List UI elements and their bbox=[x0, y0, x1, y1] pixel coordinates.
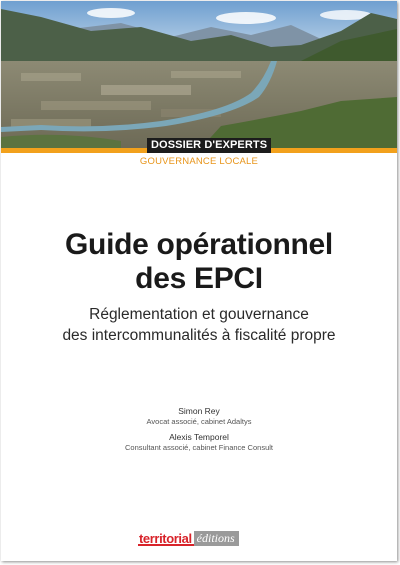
subtitle-line: Réglementation et gouvernance bbox=[89, 306, 309, 323]
cloud bbox=[87, 8, 135, 18]
book-title bbox=[1, 228, 397, 296]
author-role: Avocat associé, cabinet Adaltys bbox=[146, 417, 252, 426]
author-name: Simon Rey bbox=[178, 406, 220, 416]
subtitle-line: des intercommunalités à fiscalité propre bbox=[62, 327, 336, 344]
publisher-logo bbox=[138, 531, 239, 546]
title-line: des EPCI bbox=[135, 262, 263, 295]
cloud bbox=[216, 12, 276, 24]
author-name: Alexis Temporel bbox=[169, 432, 229, 442]
author-role: Consultant associé, cabinet Finance Consult bbox=[124, 443, 273, 452]
cover-photo bbox=[1, 1, 397, 148]
publisher-imprint: éditions bbox=[194, 531, 239, 546]
book-subtitle bbox=[1, 304, 397, 346]
title-line: Guide opérationnel bbox=[65, 228, 333, 261]
series-label: DOSSIER D'EXPERTS bbox=[147, 138, 271, 153]
authors-block bbox=[1, 406, 397, 458]
collection-label: GOUVERNANCE LOCALE bbox=[139, 156, 259, 167]
book-cover bbox=[1, 1, 397, 561]
publisher-name: territorial bbox=[139, 531, 192, 546]
